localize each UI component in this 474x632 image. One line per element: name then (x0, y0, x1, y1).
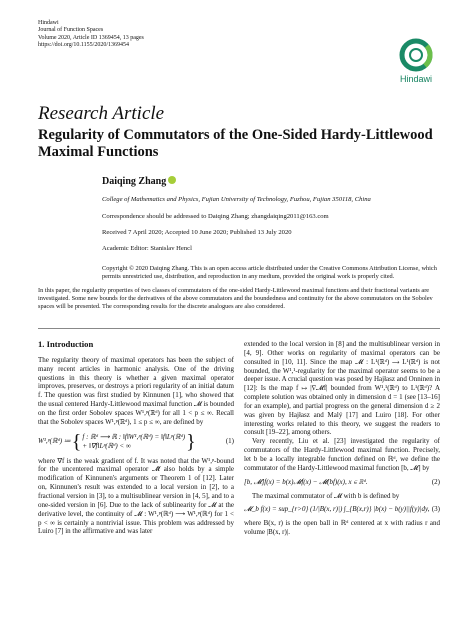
copyright: Copyright © 2020 Daiqing Zhang. This is an open access article distributed under the Creative Commons Attribution License, which permits unrestricted use, distribution, and reproduction in any medium, provided the original work is properly cited. (102, 265, 437, 280)
volume-info: Volume 2020, Article ID 1369454, 13 pages (38, 34, 144, 41)
equation-line: + ‖∇f‖Lᵖ(ℝᵈ) < ∞ (82, 441, 131, 450)
left-column (38, 340, 234, 536)
logo-text: Hindawi (399, 74, 432, 84)
paragraph: Very recently, Liu et al. [23] investigated the regularity of commutators of the Hardy-Littlewood maximal function. Precisely, let b be a locally integrable function defined on ℝᵈ, we define the commutator of the Hardy-Littlewood maximal function [b, 𝓜] by (244, 437, 440, 472)
journal-header (38, 20, 144, 50)
equation-label: (2) (431, 477, 440, 486)
author-name: Daiqing Zhang (102, 176, 167, 187)
paragraph: The regularity theory of maximal operators has been the subject of many recent articles in harmonic analysis. One of the driving questions in this theory is whether a given maximal operator improves, preserves, or destroys a priori regularity of an initial datum f. The question was first studied by Kinnunen [1], who showed that the usual centered Hardy-Littlewood maximal function 𝓜 is bounded on the first order Sobolev spaces W¹,ᵖ(ℝᵈ) for all 1 < p ≤ ∞. Recall that the Sobolev spaces W¹,ᵖ(ℝᵈ), 1 ≤ p ≤ ∞, are defined by (38, 355, 235, 426)
article-kind: Research Article (38, 103, 165, 124)
divider (38, 328, 440, 329)
correspondence: Correspondence should be addressed to Daiqing Zhang; zhangdaiqing2011@163.com (102, 213, 329, 220)
journal-name: Journal of Function Spaces (38, 27, 104, 34)
author-line (102, 176, 176, 187)
right-column (244, 340, 440, 537)
equation-3 (244, 505, 440, 514)
academic-editor: Academic Editor: Stanislav Hencl (102, 245, 192, 252)
equation-2 (244, 478, 440, 487)
abstract: In this paper, the regularity properties of two classes of commutators of the one-sided Hardy-Littlewood maximal functions and their fractional variants are investigated. Some new bounds for the derivatives of the above commutators and the boundedness and continuity for the above commutators on the Sobolev spaces will be presented. The corresponding results for the discrete analogues are also considered. (38, 287, 433, 310)
paragraph: The maximal commutator of 𝓜 with b is defined by (252, 491, 400, 500)
article-title: Regularity of Commutators of the One-Sided Hardy-Littlewood Maximal Functions (38, 127, 433, 160)
equation-label: (1) (225, 437, 234, 446)
affiliation: College of Mathematics and Physics, Fujian University of Technology, Fuzhou, Fujian 350118, China (102, 196, 371, 203)
publisher-name: Hindawi (38, 20, 59, 26)
brace: } (186, 430, 196, 453)
hindawi-logo (396, 38, 436, 84)
equation-body: [b, 𝓜]f(x) = b(x)𝓜f(x) − 𝓜(bf)(x), x ∈ ℝᵈ. (244, 477, 368, 486)
dates: Received 7 April 2020; Accepted 10 June 2020; Published 13 July 2020 (102, 229, 292, 236)
equation-1 (38, 432, 234, 452)
brace: { (71, 430, 82, 453)
equation-lhs: W¹,ᵖ(ℝᵈ) ≔ (38, 437, 71, 446)
paragraph: extended to the local version in [8] and the multisublinear version in [4, 9]. Other works on regularity of maximal operators can be consulted in [10, 11]. Since the map 𝓜 : L¹(ℝᵈ) ⟶ L¹(ℝᵈ) is not bounded, the W¹,¹-regularity for the maximal operator seems to be a deeper issue. A crucial question was posed by Hajłasz and Onninen in [12]: Is the map f ↦ |∇𝓜f| bounded from W¹,¹(ℝᵈ) to L¹(ℝᵈ)? A complete solution was obtained only in dimension d = 1 (see [13–16] for an example), and partial progress on the general dimension d ≥ 2 was given by Hajłasz and Malý [17] and Luiro [18]. For other interesting works related to this theory, we suggest the readers to consult [19–22], among others. (244, 340, 440, 437)
equation-label: (3) (431, 505, 440, 514)
doi-link[interactable]: https://doi.org/10.1155/2020/1369454 (38, 42, 130, 49)
paragraph: where B(x, r) is the open ball in ℝᵈ centered at x with radius r and volume |B(x, r)|. (244, 519, 440, 537)
section-heading: 1. Introduction (38, 339, 94, 349)
hindawi-logo-icon (399, 38, 433, 72)
paragraph: where ∇f is the weak gradient of f. It was noted that the W¹,ᵖ-bound for the uncentered maximal operator 𝓜̃ also holds by a simple modification of Kinnunen's arguments or Theorem 1 of [12]. Later on, Kinnunen's result was extended to a local version in [2], to a fractional version in [3], to a multisublinear version in [4, 5], and to a one-sided version in [6]. Due to the lack of sublinearity for 𝓜 at the derivative level, the continuity of 𝓜 : W¹,ᵖ(ℝᵈ) ⟶ W¹,ᵖ(ℝᵈ) for 1 < p < ∞ is certainly a nontrivial issue. This problem was addressed by Luiro [7] in the affirmative and was later (38, 456, 234, 536)
orcid-icon[interactable] (168, 176, 176, 184)
equation-body: 𝓜_b f(x) = sup_{r>0} (1/|B(x, r)|) ∫_{B(x,r)} |b(x) − b(y)||f(y)|dy, (244, 505, 430, 514)
equation-line: f : ℝᵈ ⟶ ℝ : ‖f‖W¹,ᵖ(ℝᵈ) = ‖f‖Lᵖ(ℝᵈ) (82, 432, 186, 441)
